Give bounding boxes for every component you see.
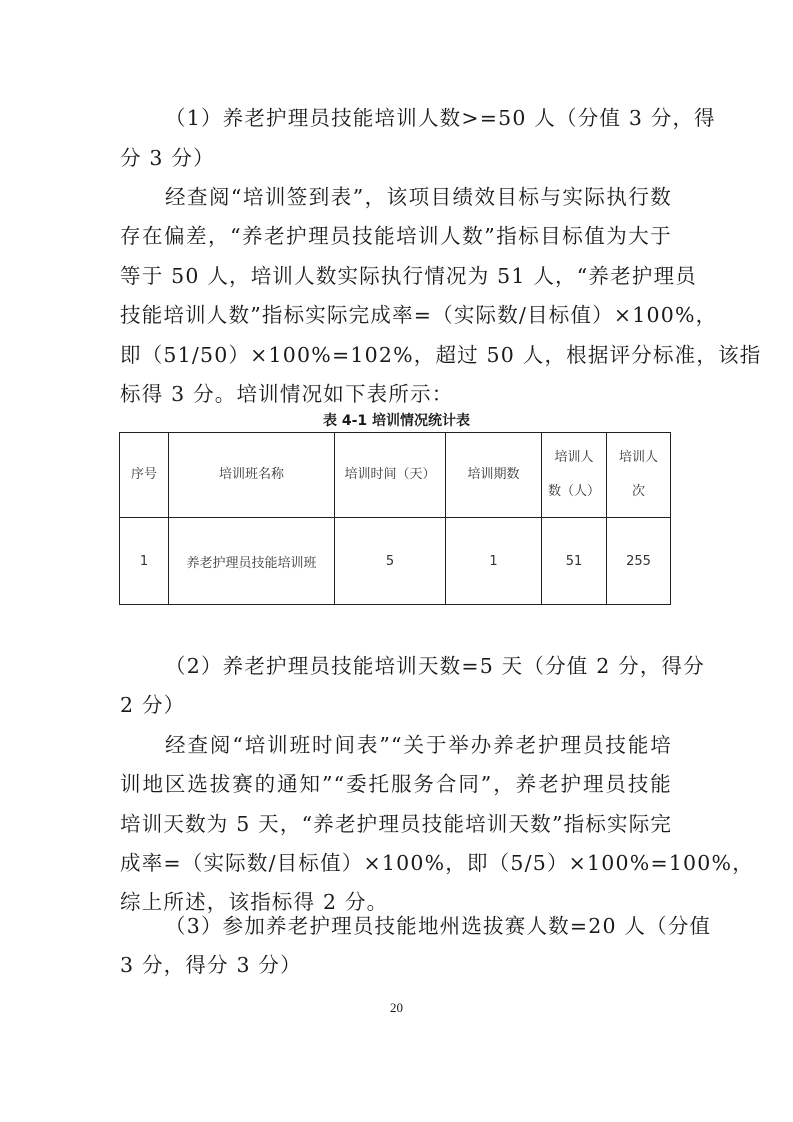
- page-number: 20: [390, 1000, 403, 1015]
- paragraph-line: 训地区选拔赛的通知”“委托服务合同”，养老护理员技能: [120, 772, 672, 796]
- paragraph-line: 技能培训人数”指标实际完成率=（实际数/目标值）×100%，: [120, 303, 718, 327]
- header-cell-sessions: 培训期数: [446, 433, 542, 518]
- paragraph-line: 分 3 分）: [120, 146, 215, 170]
- cell-duration: 5: [335, 518, 446, 605]
- header-text: 次: [631, 484, 645, 499]
- paragraph-line: 2 分）: [120, 693, 186, 717]
- paragraph-line: 存在偏差，“养老护理员技能培训人数”指标目标值为大于: [120, 224, 672, 248]
- table-header-row: [120, 433, 671, 518]
- training-stats-table: [119, 432, 671, 605]
- header-text: 培训人: [554, 450, 594, 465]
- header-cell-trainees: [542, 433, 607, 518]
- paragraph-line: 培训天数为 5 天，“养老护理员技能培训天数”指标实际完: [120, 812, 673, 836]
- paragraph-line: 3 分，得分 3 分）: [120, 953, 302, 977]
- header-text: 培训人: [618, 450, 658, 465]
- paragraph-line: 成率=（实际数/目标值）×100%，即（5/5）×100%=100%，: [120, 851, 754, 875]
- header-cell-person-times: [607, 433, 671, 518]
- header-cell-index: 序号: [120, 433, 169, 518]
- header-text: 数（人）: [547, 484, 600, 499]
- paragraph-line: 即（51/50）×100%=102%，超过 50 人，根据评分标准，该指: [120, 343, 762, 367]
- paragraph-line: 综上所述，该指标得 2 分。: [120, 890, 389, 914]
- paragraph-line: 经查阅“培训签到表”，该项目绩效目标与实际执行数: [165, 185, 672, 209]
- table-row: [120, 518, 671, 605]
- header-cell-class-name: 培训班名称: [169, 433, 335, 518]
- table-caption: 表 4-1 培训情况统计表: [322, 413, 471, 429]
- cell-sessions: 1: [446, 518, 542, 605]
- cell-class-name: 养老护理员技能培训班: [169, 518, 335, 605]
- cell-trainees: 51: [542, 518, 607, 605]
- paragraph-line: 标得 3 分。培训情况如下表所示：: [120, 382, 454, 406]
- paragraph-line: 等于 50 人，培训人数实际执行情况为 51 人，“养老护理员: [120, 264, 697, 288]
- paragraph-line: 经查阅“培训班时间表”“关于举办养老护理员技能培: [165, 733, 672, 757]
- paragraph-line: （1）养老护理员技能培训人数>=50 人（分值 3 分，得: [165, 106, 716, 130]
- header-cell-duration: 培训时间（天）: [335, 433, 446, 518]
- paragraph-line: （2）养老护理员技能培训天数=5 天（分值 2 分，得分: [165, 654, 705, 678]
- cell-index: 1: [120, 518, 169, 605]
- cell-person-times: 255: [607, 518, 671, 605]
- paragraph-line: （3）参加养老护理员技能地州选拔赛人数=20 人（分值: [165, 914, 712, 938]
